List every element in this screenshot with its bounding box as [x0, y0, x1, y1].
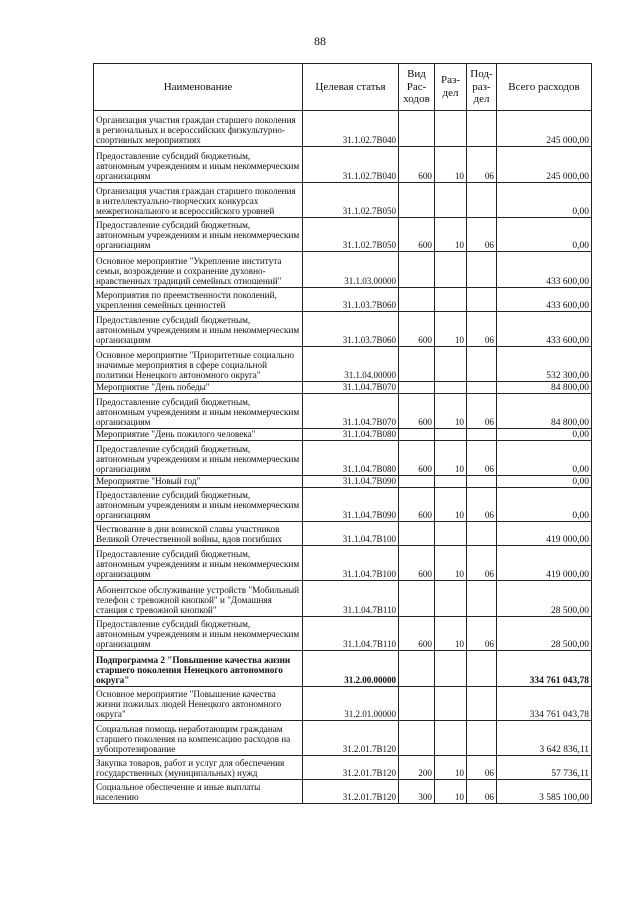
row-total-cell: 245 000,00 — [497, 111, 592, 147]
row-name-cell: Абонентское обслуживание устройств "Мобильный телефон с тревожной кнопкой" и "Домашняя станция с тревожной кнопкой" — [94, 581, 303, 617]
row-total-cell: 532 300,00 — [497, 347, 592, 382]
header-kind: Вид Рас-ходов — [399, 64, 435, 111]
row-total-cell: 57 736,11 — [497, 756, 592, 780]
row-section-cell: 10 — [435, 780, 467, 804]
row-kind-cell — [399, 476, 435, 488]
row-subsection-cell — [467, 111, 497, 147]
row-subsection-cell — [467, 288, 497, 312]
row-section-cell: 10 — [435, 617, 467, 651]
row-kind-cell: 600 — [399, 394, 435, 429]
row-kind-cell — [399, 111, 435, 147]
row-section-cell — [435, 522, 467, 546]
row-section-cell — [435, 183, 467, 218]
table-body — [94, 111, 592, 804]
row-target-cell: 31.1.02.7В040 — [303, 147, 399, 183]
table-row — [94, 651, 592, 687]
row-total-cell: 3 642 836,11 — [497, 721, 592, 756]
table-row — [94, 312, 592, 347]
table-row — [94, 441, 592, 476]
row-total-cell: 334 761 043,78 — [497, 687, 592, 721]
row-target-cell: 31.1.02.7В040 — [303, 111, 399, 147]
row-subsection-cell — [467, 183, 497, 218]
row-subsection-cell: 06 — [467, 488, 497, 522]
table-row — [94, 488, 592, 522]
row-subsection-cell — [467, 476, 497, 488]
row-name-cell: Предоставление субсидий бюджетным, автономным учреждениям и иным некоммерческим организациям — [94, 218, 303, 252]
row-name-cell: Предоставление субсидий бюджетным, автономным учреждениям и иным некоммерческим организациям — [94, 441, 303, 476]
table-row — [94, 721, 592, 756]
table-row — [94, 218, 592, 252]
row-total-cell: 334 761 043,78 — [497, 651, 592, 687]
row-total-cell: 245 000,00 — [497, 147, 592, 183]
row-subsection-cell: 06 — [467, 546, 497, 581]
row-name-cell: Предоставление субсидий бюджетным, автономным учреждениям и иным некоммерческим организациям — [94, 488, 303, 522]
row-target-cell: 31.1.04.7В100 — [303, 522, 399, 546]
row-section-cell: 10 — [435, 441, 467, 476]
table-row — [94, 522, 592, 546]
row-section-cell — [435, 476, 467, 488]
row-section-cell — [435, 651, 467, 687]
row-kind-cell — [399, 183, 435, 218]
row-name-cell: Основное мероприятие "Укрепление института семьи, возрождение и сохранение духовно-нравственных традиций семейных отношений" — [94, 252, 303, 288]
row-kind-cell — [399, 522, 435, 546]
row-target-cell: 31.1.04.7В110 — [303, 581, 399, 617]
row-total-cell: 0,00 — [497, 476, 592, 488]
row-section-cell — [435, 347, 467, 382]
row-name-cell: Социальное обеспечение и иные выплаты населению — [94, 780, 303, 804]
row-total-cell: 0,00 — [497, 429, 592, 441]
table-row — [94, 147, 592, 183]
row-target-cell: 31.2.01.00000 — [303, 687, 399, 721]
row-target-cell: 31.1.03.7В060 — [303, 312, 399, 347]
row-section-cell — [435, 429, 467, 441]
row-kind-cell — [399, 347, 435, 382]
row-target-cell: 31.1.03.7В060 — [303, 288, 399, 312]
row-total-cell: 28 500,00 — [497, 581, 592, 617]
row-kind-cell: 600 — [399, 218, 435, 252]
row-name-cell: Организация участия граждан старшего поколения в региональных и всероссийских физкультурно-спортивных мероприятиях — [94, 111, 303, 147]
row-subsection-cell — [467, 347, 497, 382]
row-target-cell: 31.1.03.00000 — [303, 252, 399, 288]
row-kind-cell: 300 — [399, 780, 435, 804]
row-total-cell: 433 600,00 — [497, 312, 592, 347]
row-section-cell: 10 — [435, 756, 467, 780]
row-name-cell: Предоставление субсидий бюджетным, автономным учреждениям и иным некоммерческим организациям — [94, 617, 303, 651]
row-kind-cell — [399, 721, 435, 756]
row-section-cell: 10 — [435, 488, 467, 522]
row-section-cell — [435, 687, 467, 721]
row-target-cell: 31.1.04.7В080 — [303, 429, 399, 441]
row-kind-cell: 600 — [399, 546, 435, 581]
row-subsection-cell — [467, 252, 497, 288]
row-subsection-cell: 06 — [467, 780, 497, 804]
row-name-cell: Мероприятия по преемственности поколений, укрепления семейных ценностей — [94, 288, 303, 312]
row-target-cell: 31.1.04.7В110 — [303, 617, 399, 651]
row-target-cell: 31.1.04.7В070 — [303, 382, 399, 394]
row-total-cell: 3 585 100,00 — [497, 780, 592, 804]
row-target-cell: 31.1.04.7В090 — [303, 488, 399, 522]
row-target-cell: 31.1.04.7В100 — [303, 546, 399, 581]
row-subsection-cell — [467, 429, 497, 441]
row-section-cell: 10 — [435, 394, 467, 429]
row-section-cell — [435, 111, 467, 147]
row-kind-cell — [399, 429, 435, 441]
table-row — [94, 429, 592, 441]
row-name-cell: Закупка товаров, работ и услуг для обеспечения государственных (муниципальных) нужд — [94, 756, 303, 780]
header-subsection: Под-раз-дел — [467, 64, 497, 111]
row-target-cell: 31.1.04.7В070 — [303, 394, 399, 429]
row-section-cell: 10 — [435, 147, 467, 183]
row-subsection-cell — [467, 581, 497, 617]
row-target-cell: 31.1.04.7В090 — [303, 476, 399, 488]
row-section-cell — [435, 581, 467, 617]
row-target-cell: 31.1.04.7В080 — [303, 441, 399, 476]
row-name-cell: Основное мероприятие "Приоритетные социально значимые мероприятия в сфере социальной политики Ненецкого автономного округа" — [94, 347, 303, 382]
row-subsection-cell — [467, 651, 497, 687]
page-number: 88 — [314, 34, 326, 48]
row-total-cell: 419 000,00 — [497, 546, 592, 581]
row-total-cell: 28 500,00 — [497, 617, 592, 651]
row-target-cell: 31.2.01.7В120 — [303, 756, 399, 780]
table-row — [94, 780, 592, 804]
row-name-cell: Предоставление субсидий бюджетным, автономным учреждениям и иным некоммерческим организациям — [94, 394, 303, 429]
row-kind-cell — [399, 687, 435, 721]
row-subsection-cell: 06 — [467, 617, 497, 651]
budget-table — [93, 63, 592, 804]
table-row — [94, 476, 592, 488]
row-kind-cell: 600 — [399, 617, 435, 651]
table-row — [94, 546, 592, 581]
row-kind-cell: 200 — [399, 756, 435, 780]
row-subsection-cell: 06 — [467, 218, 497, 252]
table-row — [94, 687, 592, 721]
row-total-cell: 419 000,00 — [497, 522, 592, 546]
row-subsection-cell: 06 — [467, 441, 497, 476]
row-section-cell: 10 — [435, 218, 467, 252]
row-target-cell: 31.1.02.7В050 — [303, 218, 399, 252]
row-name-cell: Социальная помощь неработающим гражданам старшего поколения на компенсацию расходов на зубопротезирование — [94, 721, 303, 756]
row-subsection-cell — [467, 687, 497, 721]
row-name-cell: Основное мероприятие "Повышение качества жизни пожилых людей Ненецкого автономного округа" — [94, 687, 303, 721]
row-total-cell: 0,00 — [497, 218, 592, 252]
row-total-cell: 84 800,00 — [497, 394, 592, 429]
row-kind-cell: 600 — [399, 147, 435, 183]
row-name-cell: Организация участия граждан старшего поколения в интеллектуально-творческих конкурсах межрегионального и всероссийского уровней — [94, 183, 303, 218]
row-target-cell: 31.1.04.00000 — [303, 347, 399, 382]
header-section: Раз-дел — [435, 64, 467, 111]
row-name-cell: Мероприятие "День победы" — [94, 382, 303, 394]
row-name-cell: Подпрограмма 2 "Повышение качества жизни старшего поколения Ненецкого автономного округа" — [94, 651, 303, 687]
row-target-cell: 31.1.02.7В050 — [303, 183, 399, 218]
table-row — [94, 111, 592, 147]
row-name-cell: Мероприятие "Новый год" — [94, 476, 303, 488]
row-section-cell: 10 — [435, 546, 467, 581]
row-target-cell: 31.2.01.7В120 — [303, 780, 399, 804]
row-kind-cell — [399, 651, 435, 687]
row-section-cell — [435, 382, 467, 394]
row-kind-cell — [399, 288, 435, 312]
row-name-cell: Чествование в дни воинской славы участников Великой Отечественной войны, вдов погибших — [94, 522, 303, 546]
row-kind-cell: 600 — [399, 488, 435, 522]
row-section-cell — [435, 252, 467, 288]
row-section-cell — [435, 288, 467, 312]
row-name-cell: Мероприятие "День пожилого человека" — [94, 429, 303, 441]
table-row — [94, 288, 592, 312]
row-section-cell — [435, 721, 467, 756]
table-row — [94, 183, 592, 218]
table-row — [94, 394, 592, 429]
table-row — [94, 382, 592, 394]
row-subsection-cell — [467, 382, 497, 394]
header-target: Целевая статья — [303, 64, 399, 111]
row-target-cell: 31.2.01.7В120 — [303, 721, 399, 756]
row-name-cell: Предоставление субсидий бюджетным, автономным учреждениям и иным некоммерческим организациям — [94, 312, 303, 347]
table-header-row — [94, 64, 592, 111]
header-total: Всего расходов — [497, 64, 592, 111]
table-row — [94, 756, 592, 780]
row-kind-cell — [399, 581, 435, 617]
table-row — [94, 347, 592, 382]
row-subsection-cell — [467, 721, 497, 756]
row-total-cell: 84 800,00 — [497, 382, 592, 394]
row-kind-cell — [399, 382, 435, 394]
row-subsection-cell: 06 — [467, 312, 497, 347]
row-subsection-cell: 06 — [467, 147, 497, 183]
table-row — [94, 252, 592, 288]
row-kind-cell: 600 — [399, 312, 435, 347]
row-total-cell: 0,00 — [497, 488, 592, 522]
row-name-cell: Предоставление субсидий бюджетным, автономным учреждениям и иным некоммерческим организациям — [94, 546, 303, 581]
row-kind-cell — [399, 252, 435, 288]
row-total-cell: 433 600,00 — [497, 288, 592, 312]
row-total-cell: 0,00 — [497, 183, 592, 218]
row-subsection-cell: 06 — [467, 756, 497, 780]
row-subsection-cell — [467, 522, 497, 546]
row-target-cell: 31.2.00.00000 — [303, 651, 399, 687]
row-subsection-cell: 06 — [467, 394, 497, 429]
row-section-cell: 10 — [435, 312, 467, 347]
table-row — [94, 581, 592, 617]
header-name: Наименование — [94, 64, 303, 111]
row-total-cell: 433 600,00 — [497, 252, 592, 288]
row-name-cell: Предоставление субсидий бюджетным, автономным учреждениям и иным некоммерческим организациям — [94, 147, 303, 183]
row-total-cell: 0,00 — [497, 441, 592, 476]
table-row — [94, 617, 592, 651]
row-kind-cell: 600 — [399, 441, 435, 476]
